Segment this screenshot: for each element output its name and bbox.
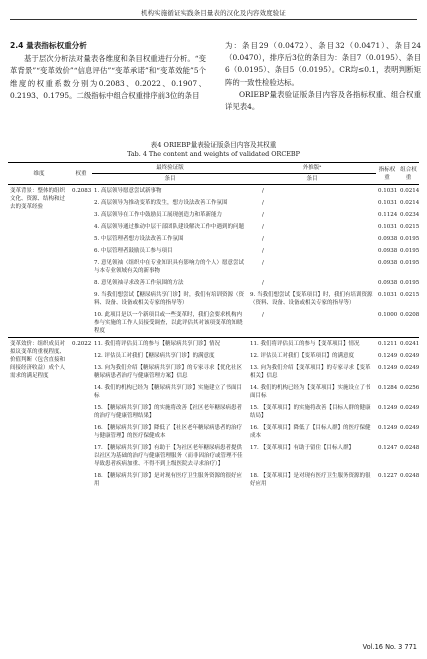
header-weight: 权重 (70, 163, 92, 185)
external-item-cell: / (262, 212, 264, 218)
indicator-weight-cell: 0.1249 (378, 425, 398, 431)
external-item-cell: / (262, 200, 264, 206)
header-external-version: 外推版ᵃ (248, 163, 376, 174)
external-item-cell: / (262, 248, 264, 254)
weights-table (8, 162, 419, 490)
indicator-weight-cell: 0.0938 (378, 248, 398, 254)
external-item-cell: 12. 评估员工对我们【变革项目】的满意度 (250, 353, 354, 359)
item-cell: 10. 此项目是以一个新项目或一些变革时，我们会要求机构内参与实施的工作人员接受调查，以此评估其对该项变革的知晓程度 (94, 312, 243, 334)
right-paragraph-2: ORIEBP量表验证版条目内容及各指标权重、组合权重详见表4。 (225, 89, 421, 112)
header-combined-weight: 组合权重 (398, 163, 419, 185)
dimension-cell: 变革背景：整体的组织文化、资源、结构和过去的变革经验 (10, 188, 66, 210)
item-cell: 17. 【糖尿病共享门诊】有助于【为社区老年糖尿病患者提供以社区为基础的治疗与健康管理服务（而非因治疗或管理不佳导致患者疾病加重、不得不到上级医院去寻求治疗）】 (94, 445, 243, 467)
combined-weight-cell: 0.0214 (400, 200, 420, 206)
indicator-weight-cell: 0.1031 (378, 200, 398, 206)
indicator-weight-cell: 0.1284 (378, 385, 398, 391)
external-item-cell: / (262, 312, 264, 318)
combined-weight-cell: 0.0249 (400, 405, 420, 411)
item-cell: 9. 当我们想尝试【糖尿病共享门诊】时，我们有培训资源（资料、设备、设备或相关专家的指导等） (94, 292, 244, 306)
combined-weight-cell: 0.0208 (400, 312, 420, 318)
table-row (8, 338, 419, 351)
item-cell: 18. 【糖尿病共享门诊】是对现有医疗卫生服务资源的很好应用 (94, 473, 242, 487)
table-caption-cn: 表4 ORIEBP量表验证版条目内容及其权重 (150, 141, 277, 149)
item-cell: 2. 高层领导为推动变革的发生，想方设法改善工作氛围 (94, 200, 228, 206)
indicator-weight-cell: 0.0938 (378, 260, 398, 266)
header-indicator-weight: 指标权重 (376, 163, 398, 185)
combined-weight-cell: 0.0215 (400, 292, 420, 298)
table-caption-en: Tab. 4 The content and weights of validated ORCEBP (127, 150, 300, 158)
combined-weight-cell: 0.0256 (400, 385, 420, 391)
indicator-weight-cell: 0.1031 (378, 292, 398, 298)
external-item-cell: 9. 当我们想尝试【变革项目】时，我们有培训资源（资料、设备、设备或相关专家的指导等） (250, 292, 373, 306)
indicator-weight-cell: 0.1124 (378, 212, 398, 218)
indicator-weight-cell: 0.1249 (378, 405, 398, 411)
external-item-cell: 18. 【变革项目】是对现有医疗卫生服务资源的很好应用 (250, 473, 371, 487)
combined-weight-cell: 0.0249 (400, 425, 420, 431)
external-item-cell: 17. 【变革项目】有助于留住【目标人群】 (250, 445, 354, 451)
item-cell: 11. 我们将评估员工的参与【糖尿病共享门诊】情况 (94, 341, 220, 347)
left-paragraph: 基于层次分析法对量表各维度和条目权重进行分析。“变革背景”“变革效价”“信息评估”“变革承诺”和“变革效能”5个维度的权重系数分别为0.2083、0.2022、0.1907、0.2193、0.1795。二级指标中组合权重排序前3位的条目 (10, 54, 206, 100)
running-header: 机构实施循证实践条目量表的汉化及内容效度验证 (141, 9, 286, 17)
header-rule (10, 19, 417, 20)
external-item-cell: / (262, 260, 264, 266)
indicator-weight-cell: 0.0938 (378, 236, 398, 242)
indicator-weight-cell: 0.0938 (378, 280, 398, 286)
item-cell: 14. 我们的机构已经为【糖尿病共享门诊】实施建立了书面目标 (94, 385, 242, 399)
header-item-final: 条目 (92, 174, 248, 185)
external-item-cell: / (262, 280, 264, 286)
indicator-weight-cell: 0.1031 (378, 224, 398, 230)
dimension-cell: 变革效价：组织成员对拟议变革的重视程度、价值判断（包含直接和间接经济收益）成个人需求的满足程度 (10, 341, 66, 379)
right-paragraph-1: 为：条目29（0.0472）、条目32（0.0471）、条目24（0.0470），排序后3位的条目为：条目7（0.0195）、条目6（0.0195）、条目5（0.0195）。CR均≤0.1，表明判断矩阵的一致性检验达标。 (225, 41, 421, 87)
external-item-cell: 15. 【变革项目】的实施将改善【目标人群的健康结局】 (250, 405, 371, 419)
combined-weight-cell: 0.0215 (400, 224, 420, 230)
item-cell: 7. 意见领袖（组织中在专业知识具有影响力的个人）愿意尝试与本专业领域有关的新事物 (94, 260, 244, 274)
dimension-weight-cell: 0.2022 (72, 341, 92, 347)
indicator-weight-cell: 0.1211 (378, 341, 398, 347)
external-item-cell: 13. 向为我们介绍【变革项目】的专家寻求【变革相关】信息 (250, 365, 371, 379)
dimension-weight-cell: 0.2083 (72, 188, 92, 194)
item-cell: 4. 高层领导通过推动中层干部团队建设解决工作中遇到的问题 (94, 224, 244, 230)
combined-weight-cell: 0.0195 (400, 248, 420, 254)
indicator-weight-cell: 0.1249 (378, 353, 398, 359)
right-column (225, 40, 421, 113)
combined-weight-cell: 0.0195 (400, 260, 420, 266)
item-cell: 5. 中层管理者想方设法改善工作氛围 (94, 236, 184, 242)
combined-weight-cell: 0.0248 (400, 445, 420, 451)
item-cell: 8. 意见领袖寻求改善工作氛围的方法 (94, 280, 184, 286)
item-cell: 12. 评估员工对我们【糖尿病共享门诊】的满意度 (94, 353, 215, 359)
combined-weight-cell: 0.0195 (400, 236, 420, 242)
item-cell: 15. 【糖尿病共享门诊】的实施将改善【社区老年糖尿病患者的治疗与健康管理结果】 (94, 405, 242, 419)
external-item-cell: 11. 我们将评估员工的参与【变革项目】情况 (250, 341, 360, 347)
combined-weight-cell: 0.0241 (400, 341, 420, 347)
external-item-cell: / (262, 236, 264, 242)
item-cell: 13. 向为我们介绍【糖尿病共享门诊】的专家寻求【优化社区糖尿病患者治疗与健康管理方案】信息 (94, 365, 242, 379)
combined-weight-cell: 0.0249 (400, 353, 420, 359)
indicator-weight-cell: 0.1247 (378, 445, 398, 451)
indicator-weight-cell: 0.1000 (378, 312, 398, 318)
left-column (10, 40, 206, 102)
external-item-cell: 14. 我们的机构已经为【变革项目】实施设立了书面目标 (250, 385, 371, 399)
indicator-weight-cell: 0.1031 (378, 188, 398, 194)
indicator-weight-cell: 0.1249 (378, 365, 398, 371)
header-final-version: 最终验证版 (92, 163, 248, 174)
combined-weight-cell: 0.0249 (400, 365, 420, 371)
external-item-cell: / (262, 188, 264, 194)
item-cell: 3. 高层领导在工作中鼓励员工展现创造力和革新能力 (94, 212, 222, 218)
external-item-cell: 16. 【变革项目】降低了【目标人群】的医疗保健成本 (250, 425, 371, 439)
combined-weight-cell: 0.0248 (400, 473, 420, 479)
combined-weight-cell: 0.0195 (400, 280, 420, 286)
table-row (8, 185, 419, 198)
header-dimension: 维度 (8, 163, 70, 185)
external-item-cell: / (262, 224, 264, 230)
item-cell: 16. 【糖尿病共享门诊】降低了【社区老年糖尿病患者的治疗与健康管理】的医疗保健成本 (94, 425, 242, 439)
item-cell: 1. 高层领导愿意尝试新事物 (94, 188, 162, 194)
indicator-weight-cell: 0.1227 (378, 473, 398, 479)
combined-weight-cell: 0.0234 (400, 212, 420, 218)
combined-weight-cell: 0.0214 (400, 188, 420, 194)
page-footer: Vol.16 No. 3 771 (362, 643, 417, 651)
section-title: 2.4 量表指标权重分析 (10, 41, 87, 50)
item-cell: 6. 中层管理者鼓励员工参与项目 (94, 248, 173, 254)
header-item-external: 条目 (248, 174, 376, 185)
